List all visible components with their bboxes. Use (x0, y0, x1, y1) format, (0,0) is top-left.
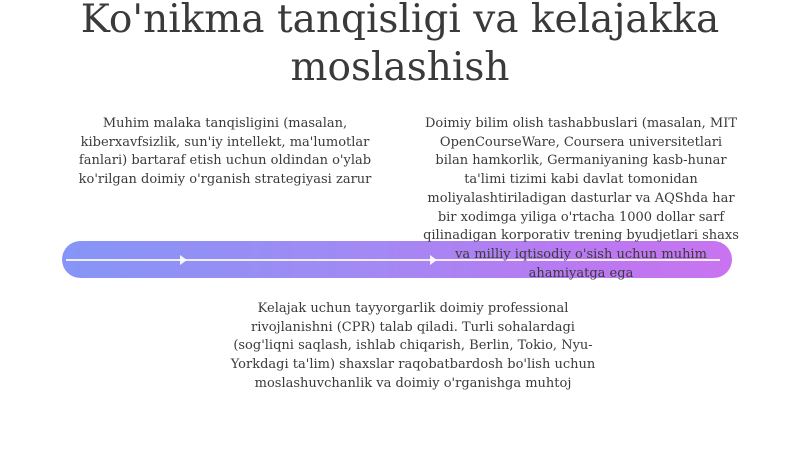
text-block-bottom: Kelajak uchun tayyorgarlik doimiy professional rivojlanishni (CPR) talab qiladi. Turli sohalardagi (sog'liqni saqlash, ishlab chiqarish, Berlin, Tokio, Nyu-Yorkdagi ta'lim) shaxslar raqobatbardosh bo'lish uchun moslashuvchanlik va doimiy o'rganishga muhtoj (230, 301, 596, 391)
slide-title: Ko'nikma tanqisligi va kelajakka moslashish (80, 0, 720, 90)
text-block-right: Doimiy bilim olish tashabbuslari (masalan, MIT OpenCourseWare, Coursera universitetlari bilan hamkorlik, Germaniyaning kasb-hunar ta'limi tizimi kabi davlat tomonidan moliyalashtiriladigan dasturlar va AQShda har bir xodimga yiliga o'rtacha 1000 dollar sarf qilinadigan korporativ trening byudjetlari shaxs va milliy iqtisodiy o'sish uchun muhim ahamiyatga ega (423, 116, 739, 281)
timeline-arrow-icon (180, 255, 187, 265)
text-block-left: Muhim malaka tanqisligini (masalan, kiberxavfsizlik, sun'iy intellekt, ma'lumotlar fanlari) bartaraf etish uchun oldindan o'ylab ko'rilgan doimiy o'rganish strategiyasi zarur (78, 116, 372, 188)
